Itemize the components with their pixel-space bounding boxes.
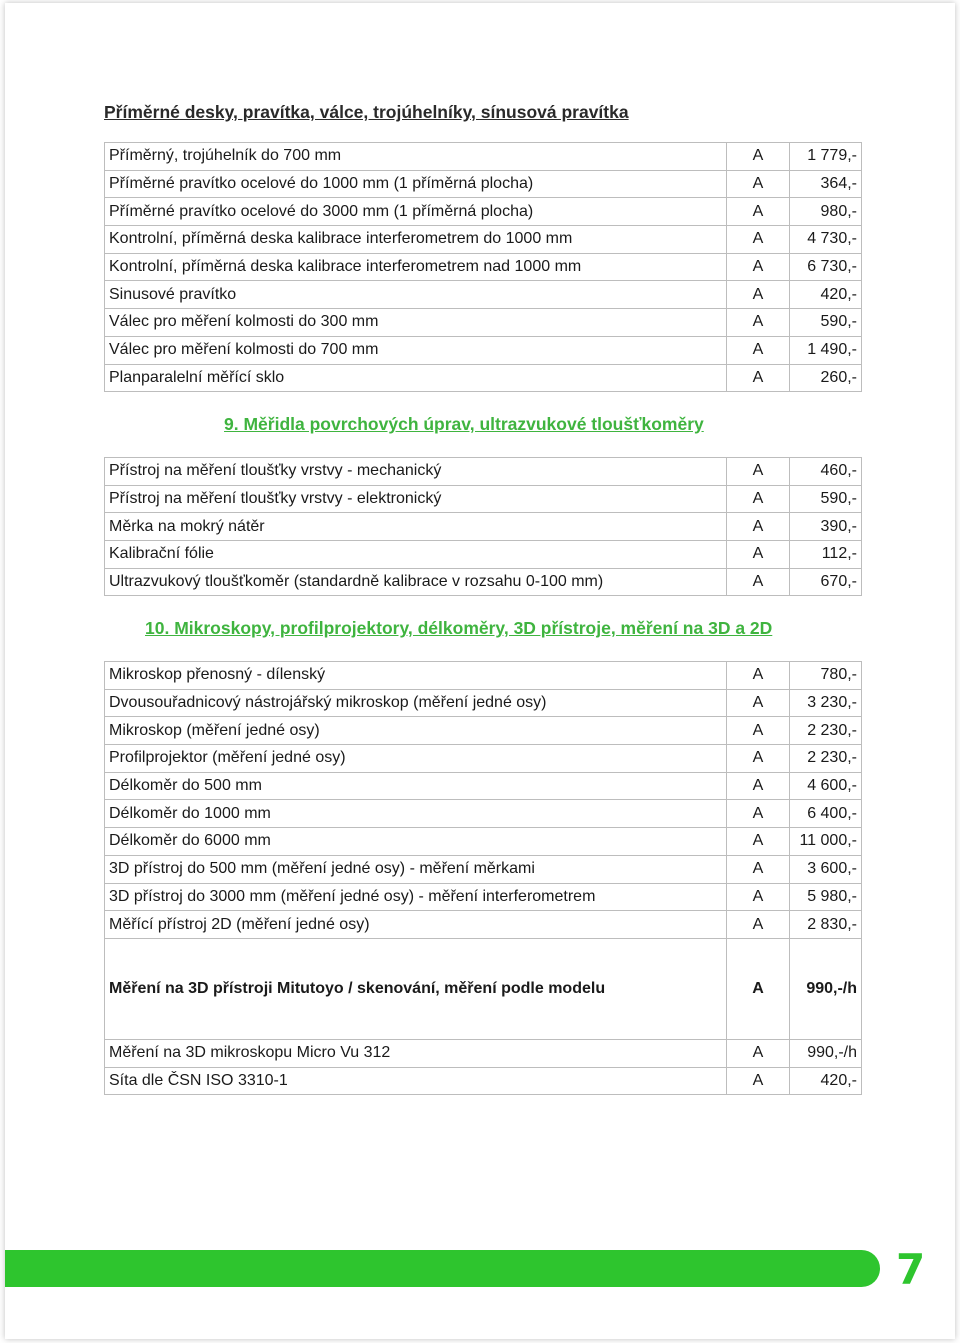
service-name-cell: Délkoměr do 1000 mm	[105, 800, 727, 828]
service-name-cell: Příměrný, trojúhelník do 700 mm	[105, 143, 727, 171]
table-row	[105, 336, 862, 364]
category-cell: A	[727, 170, 790, 198]
table-row	[105, 772, 862, 800]
table-row	[105, 541, 862, 569]
price-cell: 11 000,-	[790, 828, 862, 856]
category-cell: A	[727, 253, 790, 281]
price-cell: 1 490,-	[790, 336, 862, 364]
service-name-cell: Příměrné pravítko ocelové do 3000 mm (1 příměrná plocha)	[105, 198, 727, 226]
table-row	[105, 883, 862, 911]
service-name-cell: Délkoměr do 6000 mm	[105, 828, 727, 856]
table-row	[105, 828, 862, 856]
service-name-cell: Kalibrační fólie	[105, 541, 727, 569]
service-name-cell: Planparalelní měřící sklo	[105, 364, 727, 392]
category-cell: A	[727, 772, 790, 800]
service-name-cell: Válec pro měření kolmosti do 700 mm	[105, 336, 727, 364]
price-cell: 112,-	[790, 541, 862, 569]
category-cell: A	[727, 883, 790, 911]
price-table-surface-gauges	[104, 457, 862, 596]
table-row	[105, 253, 862, 281]
service-name-cell: Délkoměr do 500 mm	[105, 772, 727, 800]
category-cell: A	[727, 568, 790, 596]
price-cell: 364,-	[790, 170, 862, 198]
category-cell: A	[727, 662, 790, 690]
table-row	[105, 513, 862, 541]
category-cell: A	[727, 198, 790, 226]
price-cell: 990,-/h	[790, 1039, 862, 1067]
category-cell: A	[727, 336, 790, 364]
category-cell: A	[727, 485, 790, 513]
category-cell: A	[727, 513, 790, 541]
service-name-cell: Přístroj na měření tloušťky vrstvy - mechanický	[105, 458, 727, 486]
table-row	[105, 1067, 862, 1095]
category-cell: A	[727, 828, 790, 856]
category-cell: A	[727, 855, 790, 883]
service-name-cell: 3D přístroj do 3000 mm (měření jedné osy) - měření interferometrem	[105, 883, 727, 911]
price-cell: 780,-	[790, 662, 862, 690]
table-row	[105, 938, 862, 1039]
table-row	[105, 364, 862, 392]
price-cell: 390,-	[790, 513, 862, 541]
table-row	[105, 689, 862, 717]
table-row	[105, 458, 862, 486]
category-cell: A	[727, 689, 790, 717]
category-cell: A	[727, 1039, 790, 1067]
price-cell: 2 830,-	[790, 911, 862, 939]
table-row	[105, 143, 862, 171]
category-cell: A	[727, 911, 790, 939]
service-name-cell: Dvousouřadnicový nástrojářský mikroskop (měření jedné osy)	[105, 689, 727, 717]
page-number: 7	[896, 1245, 926, 1294]
price-cell: 3 230,-	[790, 689, 862, 717]
service-name-cell: Sinusové pravítko	[105, 281, 727, 309]
footer-bar	[5, 1250, 880, 1287]
service-name-cell: 3D přístroj do 500 mm (měření jedné osy) - měření měrkami	[105, 855, 727, 883]
price-cell: 980,-	[790, 198, 862, 226]
service-name-cell: Měřící přístroj 2D (měření jedné osy)	[105, 911, 727, 939]
price-cell: 990,-/h	[790, 938, 862, 1039]
table-row	[105, 745, 862, 773]
price-cell: 4 730,-	[790, 226, 862, 254]
price-cell: 2 230,-	[790, 717, 862, 745]
price-table-microscopes	[104, 661, 862, 1095]
section-heading-microscopes: 10. Mikroskopy, profilprojektory, délkoměry, 3D přístroje, měření na 3D a 2D	[145, 618, 773, 638]
category-cell: A	[727, 938, 790, 1039]
service-name-cell: Měrka na mokrý nátěr	[105, 513, 727, 541]
price-cell: 6 730,-	[790, 253, 862, 281]
service-name-cell: Válec pro měření kolmosti do 300 mm	[105, 309, 727, 337]
service-name-cell: Příměrné pravítko ocelové do 1000 mm (1 příměrná plocha)	[105, 170, 727, 198]
price-cell: 590,-	[790, 485, 862, 513]
category-cell: A	[727, 541, 790, 569]
table-row	[105, 855, 862, 883]
table-row	[105, 309, 862, 337]
category-cell: A	[727, 143, 790, 171]
section-heading-surface-gauges: 9. Měřidla povrchových úprav, ultrazvukové tloušťkoměry	[224, 414, 704, 434]
service-name-cell: Síta dle ČSN ISO 3310-1	[105, 1067, 727, 1095]
price-cell: 460,-	[790, 458, 862, 486]
service-name-cell: Mikroskop (měření jedné osy)	[105, 717, 727, 745]
table-row	[105, 568, 862, 596]
category-cell: A	[727, 226, 790, 254]
category-cell: A	[727, 309, 790, 337]
price-table-plates	[104, 142, 862, 392]
price-cell: 2 230,-	[790, 745, 862, 773]
service-name-cell: Profilprojektor (měření jedné osy)	[105, 745, 727, 773]
price-cell: 1 779,-	[790, 143, 862, 171]
price-cell: 6 400,-	[790, 800, 862, 828]
category-cell: A	[727, 745, 790, 773]
price-cell: 4 600,-	[790, 772, 862, 800]
price-cell: 420,-	[790, 281, 862, 309]
price-cell: 590,-	[790, 309, 862, 337]
category-cell: A	[727, 458, 790, 486]
table-row	[105, 226, 862, 254]
table-row	[105, 281, 862, 309]
table-row	[105, 485, 862, 513]
price-cell: 5 980,-	[790, 883, 862, 911]
service-name-cell: Kontrolní, příměrná deska kalibrace interferometrem nad 1000 mm	[105, 253, 727, 281]
category-cell: A	[727, 800, 790, 828]
price-cell: 260,-	[790, 364, 862, 392]
category-cell: A	[727, 717, 790, 745]
table-row	[105, 170, 862, 198]
service-name-cell: Mikroskop přenosný - dílenský	[105, 662, 727, 690]
service-name-cell: Měření na 3D přístroji Mitutoyo / skenování, měření podle modelu	[105, 938, 727, 1039]
table-row	[105, 717, 862, 745]
service-name-cell: Kontrolní, příměrná deska kalibrace interferometrem do 1000 mm	[105, 226, 727, 254]
table-row	[105, 800, 862, 828]
service-name-cell: Měření na 3D mikroskopu Micro Vu 312	[105, 1039, 727, 1067]
service-name-cell: Ultrazvukový tloušťkoměr (standardně kalibrace v rozsahu 0-100 mm)	[105, 568, 727, 596]
table-row	[105, 911, 862, 939]
table-row	[105, 662, 862, 690]
price-cell: 3 600,-	[790, 855, 862, 883]
category-cell: A	[727, 364, 790, 392]
category-cell: A	[727, 1067, 790, 1095]
price-cell: 420,-	[790, 1067, 862, 1095]
category-cell: A	[727, 281, 790, 309]
section-heading-plates: Příměrné desky, pravítka, válce, trojúhelníky, sínusová pravítka	[104, 102, 629, 122]
table-row	[105, 198, 862, 226]
service-name-cell: Přístroj na měření tloušťky vrstvy - elektronický	[105, 485, 727, 513]
table-row	[105, 1039, 862, 1067]
price-cell: 670,-	[790, 568, 862, 596]
